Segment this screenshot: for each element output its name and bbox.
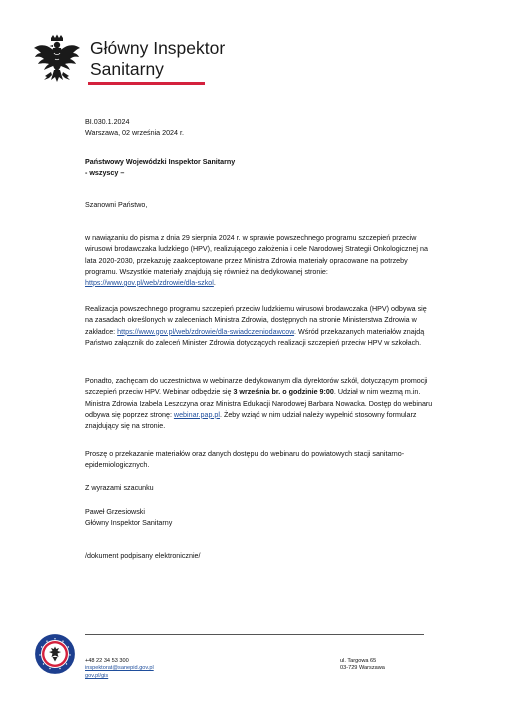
footer-email-link[interactable]: inspektorat@sanepid.gov.pl <box>85 665 154 672</box>
paragraph-2-text: Realizacja powszechnego programu szczepień przeciw ludzkiemu wirusowi brodawczaka (HPV) odbywa się na zasadach określonych w zaleceniach Ministra Zdrowia, dostępnych na stronie Ministerstwa Zdrowia w zakładce: <box>85 305 427 336</box>
paragraph-1 <box>85 233 433 289</box>
sanitary-inspection-seal-icon <box>35 634 75 674</box>
paragraph-2-after: . Wśród przekazanych materiałów znajdą Państwo załącznik do zaleceń Minister Zdrowia dotyczących realizacji szczepień przeciw HPV w szkołach. <box>85 327 425 347</box>
reference-block <box>85 117 433 139</box>
paragraph-3-text-c: . Żeby wziąć w nim udział należy wypełnić stosowny formularz znajdujący się na stronie. <box>85 410 417 430</box>
signer-title: Główny Inspektor Sanitarny <box>85 519 173 528</box>
header-accent-bar <box>88 82 205 85</box>
footer-divider <box>85 634 424 635</box>
addressee-line1: Państwowy Wojewódzki Inspektor Sanitarny <box>85 158 236 166</box>
reference-number: BI.030.1.2024 <box>85 118 130 126</box>
greeting: Szanowni Państwo, <box>85 201 148 209</box>
dla-swiadczeniodawcow-link[interactable]: https://www.gov.pl/web/zdrowie/dla-swiadczeniodawcow <box>117 327 295 336</box>
paragraph-1-text: w nawiązaniu do pisma z dnia 29 sierpnia 2024 r. w sprawie powszechnego programu szczepień przeciw wirusowi brodawczaka ludzkiego (HPV), realizującego założenia i cele Narodowej Strategii Onkologicznej na lata 2020-2030, przekazuję zaakceptowane przez Ministra Zdrowia materiały opracowane na potrzeby programu. Wszystkie materiały znajdują się również na dedykowanej stronie: <box>85 234 428 276</box>
closing: Z wyrazami szacunku <box>85 484 154 492</box>
signature-block <box>85 507 433 529</box>
footer-website-link[interactable]: gov.pl/gis <box>85 672 109 679</box>
electronic-signature-note: /dokument podpisany elektronicznie/ <box>85 552 201 560</box>
place-date: Warszawa, 02 września 2024 r. <box>85 129 184 138</box>
footer-address <box>340 658 385 673</box>
paragraph-3-text-a: Ponadto, zachęcam do uczestnictwa w webinarze dedykowanym dla dyrektorów szkół, dotyczącym promocji szczepień przeciw HPV. Webinar odbędzie się <box>85 377 428 397</box>
organization-name <box>90 38 225 80</box>
paragraph-2 <box>85 304 433 349</box>
signer-name: Paweł Grzesiowski <box>85 508 145 516</box>
footer-city: 03-729 Warszawa <box>340 665 385 672</box>
webinar-link[interactable]: webinar.pap.pl <box>173 410 220 419</box>
addressee-block <box>85 157 433 179</box>
paragraph-4: Proszę o przekazanie materiałów oraz danych dostępu do webinaru do powiatowych stacji sanitarno-epidemiologicznych. <box>85 450 405 470</box>
footer-phone: +48 22 34 53 300 <box>85 658 129 664</box>
webinar-date-time: 3 września br. o godzinie 9:00 <box>233 388 334 397</box>
paragraph-1-end: . <box>213 278 216 287</box>
footer-contact <box>85 658 154 680</box>
org-name-line1: Główny Inspektor <box>90 38 226 58</box>
org-name-line2: Sanitarny <box>90 59 164 79</box>
paragraph-3-text-b: . Udział w nim wezmą m.in. Ministra Zdrowia Izabela Leszczyna oraz Ministra Edukacji Narodowej Barbara Nowacka. Dostęp do webinaru odbywa się poprzez stronę: <box>85 388 433 419</box>
paragraph-3 <box>85 376 433 432</box>
dla-szkol-link[interactable]: https://www.gov.pl/web/zdrowie/dla-szkol <box>85 278 214 287</box>
polish-eagle-emblem-icon <box>33 34 81 88</box>
addressee-line2: - wszyscy – <box>85 169 125 178</box>
footer-street: ul. Targowa 65 <box>340 658 377 664</box>
